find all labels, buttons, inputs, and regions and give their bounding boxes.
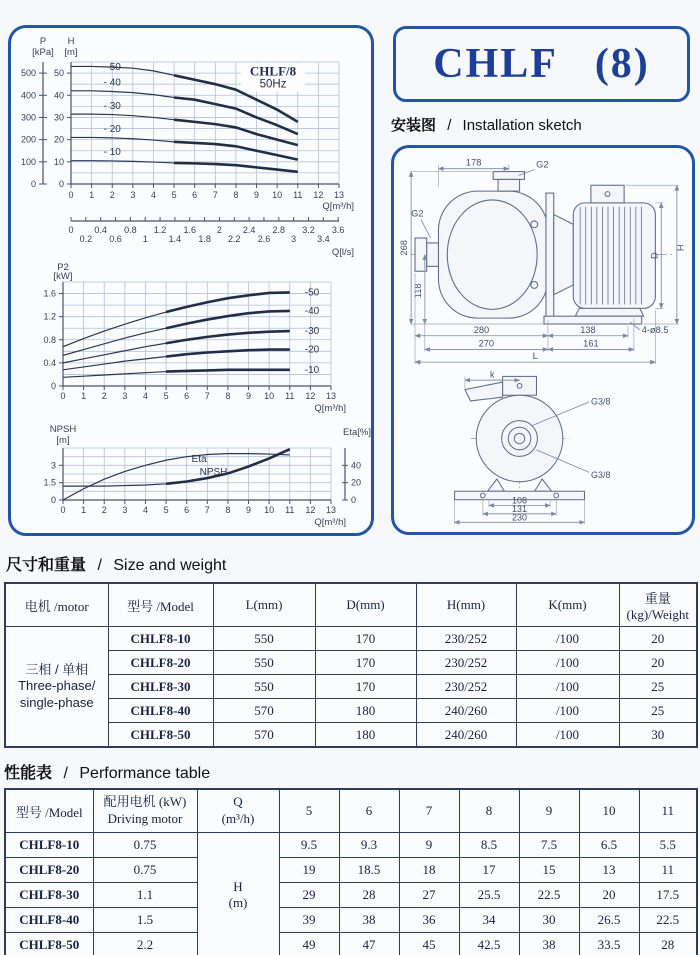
- svg-text:Q[m³/h]: Q[m³/h]: [314, 517, 346, 528]
- svg-text:3.4: 3.4: [317, 234, 330, 244]
- svg-text:0.2: 0.2: [79, 234, 93, 244]
- table-cell: 180: [315, 723, 416, 748]
- installation-heading: 安装图 / Installation sketch: [391, 117, 582, 134]
- svg-text:[kPa]: [kPa]: [32, 47, 54, 58]
- svg-text:3: 3: [122, 391, 128, 401]
- table-cell: 20: [619, 651, 697, 675]
- svg-text:0: 0: [68, 225, 74, 235]
- svg-text:- 20: - 20: [103, 124, 121, 136]
- svg-text:9: 9: [246, 505, 252, 515]
- table-cell: 170: [315, 627, 416, 651]
- svg-text:- 10: - 10: [103, 147, 121, 159]
- dim-138-label: 138: [580, 324, 596, 335]
- col-header-K: K(mm): [516, 583, 619, 627]
- table-cell: 33.5: [579, 933, 639, 955]
- table-row: [5, 627, 697, 651]
- table-cell: 25: [619, 675, 697, 699]
- table-cell: 29: [279, 883, 339, 908]
- table-cell: /100: [516, 699, 619, 723]
- table-row: [5, 651, 697, 675]
- table-cell: 570: [213, 723, 315, 748]
- table-cell: 170: [315, 651, 416, 675]
- dim-280-label: 280: [473, 324, 490, 335]
- svg-text:2.6: 2.6: [257, 234, 271, 244]
- table-cell: 47: [339, 933, 399, 955]
- table-cell: 18.5: [339, 858, 399, 883]
- perf-col-q10: 10: [579, 789, 639, 833]
- col-header-L: L(mm): [213, 583, 315, 627]
- svg-text:20: 20: [351, 477, 362, 488]
- table-cell: /100: [516, 627, 619, 651]
- table-cell: 20: [579, 883, 639, 908]
- svg-text:NPSH: NPSH: [49, 424, 77, 435]
- table-cell: 18: [399, 858, 459, 883]
- perf-col-q6: 6: [339, 789, 399, 833]
- h-unit-line: H: [233, 879, 243, 894]
- table-cell: CHLF8-10: [5, 833, 93, 858]
- table-cell: CHLF8-40: [5, 908, 93, 933]
- table-cell: 25: [619, 699, 697, 723]
- svg-text:Q[m³/h]: Q[m³/h]: [314, 403, 346, 414]
- svg-text:- 50: - 50: [103, 62, 121, 73]
- table-cell: 17: [459, 858, 519, 883]
- svg-text:3: 3: [130, 190, 136, 200]
- dim-268-label: 268: [399, 240, 410, 256]
- svg-text:12: 12: [305, 505, 316, 515]
- p2-chart: [13, 262, 373, 422]
- table-cell: 180: [315, 699, 416, 723]
- svg-text:1.2: 1.2: [43, 311, 56, 322]
- svg-text:0: 0: [50, 381, 56, 391]
- svg-text:6: 6: [192, 190, 198, 200]
- svg-text:[kW]: [kW]: [53, 271, 73, 282]
- table-cell: [197, 833, 279, 955]
- g2-discharge-label: G2: [536, 159, 549, 170]
- perf-col-model: 型号 /Model: [5, 789, 93, 833]
- svg-text:0.4: 0.4: [94, 225, 107, 235]
- svg-text:50Hz: 50Hz: [259, 78, 287, 91]
- col-header-motor: 电机 /motor: [5, 583, 108, 627]
- table-cell: CHLF8-30: [108, 675, 213, 699]
- table-cell: 5.5: [639, 833, 697, 858]
- svg-text:-20: -20: [304, 344, 320, 356]
- svg-text:400: 400: [20, 90, 36, 101]
- svg-text:10: 10: [264, 505, 275, 515]
- col-header-model: 型号 /Model: [108, 583, 213, 627]
- installation-sketch-panel: [391, 145, 695, 535]
- svg-text:0: 0: [68, 190, 74, 200]
- svg-text:3.6: 3.6: [331, 225, 345, 235]
- motor-group-line: single-phase: [19, 694, 94, 710]
- svg-text:2.2: 2.2: [228, 234, 241, 244]
- svg-text:4: 4: [150, 190, 156, 200]
- table-cell: 36: [399, 908, 459, 933]
- svg-text:H: H: [67, 36, 75, 47]
- table-cell: 240/260: [416, 723, 516, 748]
- svg-text:1.2: 1.2: [153, 225, 167, 235]
- svg-text:[m]: [m]: [64, 47, 78, 58]
- table-cell: 550: [213, 675, 315, 699]
- svg-text:100: 100: [20, 156, 36, 167]
- table-cell: 8.5: [459, 833, 519, 858]
- svg-text:0: 0: [30, 179, 36, 189]
- svg-text:1.4: 1.4: [168, 234, 182, 244]
- svg-text:-10: -10: [304, 364, 320, 376]
- table-cell: 22.5: [519, 883, 579, 908]
- svg-text:40: 40: [53, 90, 64, 101]
- table-cell: 20: [619, 627, 697, 651]
- svg-text:12: 12: [305, 391, 316, 401]
- perf-col-q5: 5: [279, 789, 339, 833]
- svg-text:2: 2: [109, 190, 115, 200]
- svg-text:2.4: 2.4: [242, 225, 256, 235]
- table-cell: 45: [399, 933, 459, 955]
- table-cell: 42.5: [459, 933, 519, 955]
- motor-group-line: 三相 / 单相: [25, 662, 89, 678]
- perf-col-motor: 配用电机 (kW) Driving motor: [93, 789, 197, 833]
- table-cell: 26.5: [579, 908, 639, 933]
- table-cell: /100: [516, 675, 619, 699]
- svg-text:1.8: 1.8: [198, 234, 211, 244]
- svg-text:11: 11: [285, 391, 295, 401]
- pump-side-view: [399, 154, 689, 367]
- table-cell: CHLF8-10: [108, 627, 213, 651]
- table-cell: 170: [315, 675, 416, 699]
- page-title: CHLF (8): [433, 41, 650, 87]
- svg-text:50: 50: [53, 68, 64, 79]
- table-row: [5, 723, 697, 748]
- svg-text:3.2: 3.2: [302, 225, 315, 235]
- svg-text:2.8: 2.8: [272, 225, 286, 235]
- svg-text:0: 0: [58, 179, 64, 189]
- table-cell: 39: [279, 908, 339, 933]
- table-cell: 7.5: [519, 833, 579, 858]
- svg-text:1: 1: [81, 391, 87, 401]
- svg-text:-30: -30: [304, 326, 320, 338]
- dim-108-label: 108: [512, 495, 527, 506]
- svg-text:1: 1: [89, 190, 95, 200]
- svg-text:0: 0: [60, 505, 66, 515]
- performance-curves-panel: [8, 25, 374, 536]
- table-cell: /100: [516, 651, 619, 675]
- g38-top-label: G3/8: [591, 396, 611, 407]
- npsh-chart: [13, 422, 373, 532]
- dim-D-label: D: [649, 252, 660, 259]
- svg-text:11: 11: [285, 505, 295, 515]
- table-cell: 0.75: [93, 858, 197, 883]
- svg-text:12: 12: [313, 190, 324, 200]
- col-header-H: H(mm): [416, 583, 516, 627]
- svg-text:-40: -40: [304, 305, 320, 317]
- dim-131-label: 131: [512, 503, 527, 514]
- col-header-D: D(mm): [315, 583, 416, 627]
- table-cell: 0.75: [93, 833, 197, 858]
- dim-L-label: L: [532, 351, 538, 362]
- table-cell: 230/252: [416, 627, 516, 651]
- table-cell: 550: [213, 627, 315, 651]
- svg-text:10: 10: [264, 391, 275, 401]
- svg-text:3: 3: [291, 234, 297, 244]
- dim-H-label: H: [675, 244, 686, 252]
- svg-text:NPSH: NPSH: [199, 467, 228, 479]
- svg-text:0: 0: [50, 495, 56, 505]
- hq-chart: [13, 32, 373, 262]
- table-row: [5, 699, 697, 723]
- performance-heading: 性能表 / Performance table: [4, 765, 211, 782]
- table-cell: 22.5: [639, 908, 697, 933]
- table-cell: 38: [519, 933, 579, 955]
- svg-text:4: 4: [142, 505, 148, 515]
- svg-text:0.8: 0.8: [124, 225, 137, 235]
- table-cell: [5, 627, 108, 748]
- table-cell: 2.2: [93, 933, 197, 955]
- perf-col-q8: 8: [459, 789, 519, 833]
- svg-text:P: P: [39, 36, 47, 47]
- svg-text:- 40: - 40: [103, 77, 121, 89]
- table-cell: 230/252: [416, 675, 516, 699]
- table-row: [5, 883, 697, 908]
- table-cell: 550: [213, 651, 315, 675]
- table-cell: 1.5: [93, 908, 197, 933]
- perf-col-q9: 9: [519, 789, 579, 833]
- size-weight-table: [4, 582, 698, 748]
- svg-text:1.5: 1.5: [43, 477, 56, 488]
- table-cell: CHLF8-50: [108, 723, 213, 748]
- perf-col-q7: 7: [399, 789, 459, 833]
- svg-text:40: 40: [351, 460, 362, 471]
- svg-text:Eta[%]: Eta[%]: [343, 427, 371, 438]
- foot-holes-label: 4-ø8.5: [641, 324, 669, 335]
- svg-text:5: 5: [163, 391, 169, 401]
- table-cell: 11: [639, 858, 697, 883]
- svg-text:10: 10: [272, 190, 283, 200]
- svg-text:1.6: 1.6: [43, 288, 56, 299]
- pump-front-view: [399, 367, 689, 527]
- svg-text:5: 5: [171, 190, 177, 200]
- product-title-box: [393, 26, 690, 102]
- table-cell: 13: [579, 858, 639, 883]
- svg-text:4: 4: [142, 391, 148, 401]
- svg-text:6: 6: [184, 391, 190, 401]
- table-row: [5, 908, 697, 933]
- svg-text:Q[m³/h]: Q[m³/h]: [322, 201, 354, 212]
- svg-text:5: 5: [163, 505, 169, 515]
- svg-text:Eta: Eta: [191, 453, 207, 465]
- svg-text:[m]: [m]: [56, 435, 70, 446]
- table-cell: 28: [639, 933, 697, 955]
- svg-text:7: 7: [204, 391, 210, 401]
- svg-text:2: 2: [101, 391, 107, 401]
- svg-text:0: 0: [351, 495, 357, 505]
- svg-text:0.8: 0.8: [43, 334, 56, 345]
- table-cell: CHLF8-30: [5, 883, 93, 908]
- svg-text:0.6: 0.6: [109, 234, 122, 244]
- table-row: [5, 858, 697, 883]
- table-cell: /100: [516, 723, 619, 748]
- svg-text:P2: P2: [57, 262, 69, 273]
- svg-text:200: 200: [20, 134, 36, 145]
- svg-text:Q[l/s]: Q[l/s]: [331, 247, 354, 258]
- dim-270-label: 270: [478, 338, 495, 349]
- table-cell: 230/252: [416, 651, 516, 675]
- table-cell: 6.5: [579, 833, 639, 858]
- g38-bottom-label: G3/8: [591, 470, 611, 481]
- svg-text:6: 6: [184, 505, 190, 515]
- svg-text:7: 7: [212, 190, 218, 200]
- svg-text:3: 3: [50, 460, 56, 471]
- svg-text:300: 300: [20, 112, 36, 123]
- h-unit-line: (m): [228, 895, 248, 910]
- table-cell: 1.1: [93, 883, 197, 908]
- table-cell: 49: [279, 933, 339, 955]
- table-cell: 9.5: [279, 833, 339, 858]
- performance-table: [4, 788, 698, 955]
- svg-text:1: 1: [81, 505, 87, 515]
- table-cell: 28: [339, 883, 399, 908]
- svg-text:7: 7: [204, 505, 210, 515]
- table-cell: 27: [399, 883, 459, 908]
- svg-text:13: 13: [325, 505, 337, 515]
- svg-text:8: 8: [225, 391, 231, 401]
- table-row: [5, 675, 697, 699]
- motor-group-line: Three-phase/: [18, 678, 96, 694]
- dim-161-label: 161: [583, 338, 599, 349]
- col-header-weight: 重量(kg)/Weight: [619, 583, 697, 627]
- svg-text:11: 11: [293, 190, 303, 200]
- table-row: [5, 833, 697, 858]
- svg-text:0.4: 0.4: [43, 357, 56, 368]
- table-cell: 19: [279, 858, 339, 883]
- svg-text:2: 2: [101, 505, 107, 515]
- svg-text:CHLF/8: CHLF/8: [249, 63, 297, 79]
- table-cell: 9: [399, 833, 459, 858]
- svg-text:10: 10: [53, 156, 64, 167]
- svg-text:8: 8: [225, 505, 231, 515]
- svg-text:0: 0: [60, 391, 66, 401]
- dim-230-label: 230: [512, 512, 527, 523]
- table-cell: 25.5: [459, 883, 519, 908]
- svg-text:2: 2: [216, 225, 222, 235]
- svg-text:9: 9: [254, 190, 260, 200]
- table-cell: CHLF8-20: [108, 651, 213, 675]
- perf-col-q: Q (m³/h): [197, 789, 279, 833]
- dim-k-label: k: [490, 369, 495, 380]
- svg-text:- 30: - 30: [103, 100, 121, 112]
- table-cell: 15: [519, 858, 579, 883]
- svg-text:13: 13: [333, 190, 345, 200]
- svg-text:9: 9: [246, 391, 252, 401]
- table-row: [5, 933, 697, 955]
- table-cell: CHLF8-20: [5, 858, 93, 883]
- svg-text:20: 20: [53, 134, 64, 145]
- svg-text:-50: -50: [304, 287, 320, 299]
- table-cell: 38: [339, 908, 399, 933]
- dim-118-label: 118: [412, 283, 423, 299]
- table-cell: 30: [519, 908, 579, 933]
- table-cell: CHLF8-40: [108, 699, 213, 723]
- table-cell: 30: [619, 723, 697, 748]
- svg-text:500: 500: [20, 68, 36, 79]
- table-cell: 34: [459, 908, 519, 933]
- svg-text:8: 8: [233, 190, 239, 200]
- g2-suction-label: G2: [411, 208, 424, 219]
- table-cell: CHLF8-50: [5, 933, 93, 955]
- table-cell: 9.3: [339, 833, 399, 858]
- size-weight-heading: 尺寸和重量 / Size and weight: [6, 557, 227, 574]
- dim-178-label: 178: [465, 157, 482, 168]
- table-cell: 17.5: [639, 883, 697, 908]
- table-cell: 240/260: [416, 699, 516, 723]
- svg-text:13: 13: [325, 391, 337, 401]
- svg-text:3: 3: [122, 505, 128, 515]
- perf-col-q11: 11: [639, 789, 697, 833]
- table-cell: 570: [213, 699, 315, 723]
- svg-text:30: 30: [53, 112, 64, 123]
- svg-text:1: 1: [142, 234, 148, 244]
- svg-text:1.6: 1.6: [183, 225, 197, 235]
